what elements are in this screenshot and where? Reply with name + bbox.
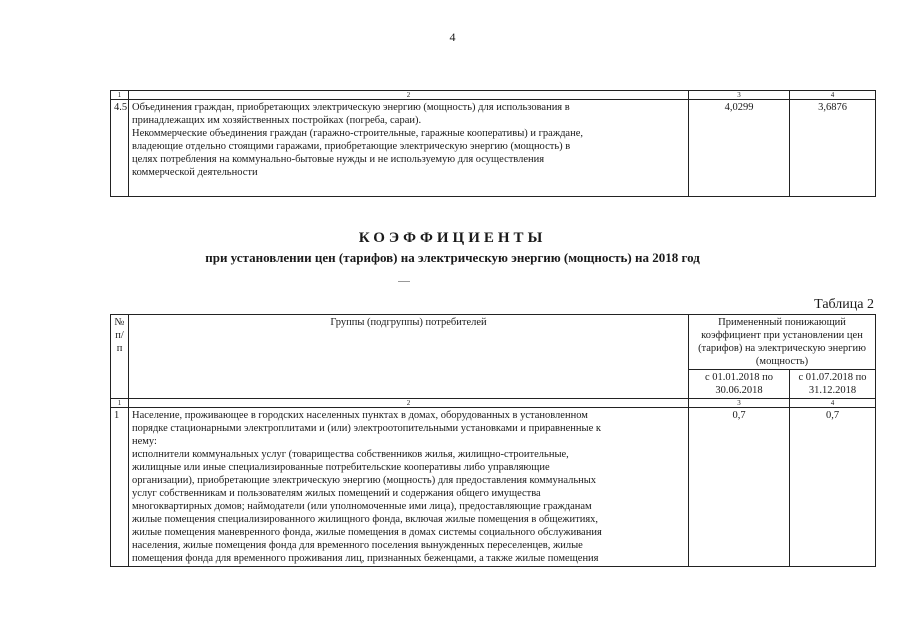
- coef-value-1: 0,7: [689, 408, 790, 567]
- header-coefficient: Примененный понижающий коэффициент при установлении цен (тарифов) на электрическую энергию (мощность): [689, 315, 876, 370]
- text-line: порядке стационарными электроплитами и (или) электроотопительными установками и приравненные к: [132, 423, 601, 434]
- text-line: владеющие отдельно стоящими гаражами, приобретающие электрическую энергию (мощность) в: [132, 141, 571, 152]
- coef-value-2: 3,6876: [790, 100, 876, 197]
- text-line: Некоммерческие объединения граждан (гаражно-строительные, гаражные кооперативы) и граждане,: [132, 128, 583, 139]
- header-period-2: с 01.07.2018 по 31.12.2018: [790, 370, 876, 399]
- column-number: 3: [689, 399, 790, 408]
- coef-value-2: 0,7: [790, 408, 876, 567]
- text-line: нему:: [132, 436, 157, 447]
- column-number: 2: [129, 399, 689, 408]
- text-line: жилые помещения маневренного фонда, жилые помещения в домах системы социального обслуживания: [132, 527, 602, 538]
- coef-value-1: 4,0299: [689, 100, 790, 197]
- column-number: 3: [689, 91, 790, 100]
- header-groups: Группы (подгруппы) потребителей: [129, 315, 689, 399]
- text-line: многоквартирных домов; наймодатели (или уполномоченные ими лица), предоставляющие гражданам: [132, 501, 592, 512]
- text-line: Население, проживающее в городских населенных пунктах в домах, оборудованных в установленном: [132, 410, 588, 421]
- row-number: 4.5: [111, 100, 129, 197]
- text-line: исполнители коммунальных услуг (товарищества собственников жилья, жилищно-строительные,: [132, 449, 569, 460]
- header-period-1: с 01.01.2018 по 30.06.2018: [689, 370, 790, 399]
- column-number: 1: [111, 399, 129, 408]
- page-number: 4: [449, 30, 456, 44]
- coefficients-table: [110, 314, 876, 567]
- text-line: принадлежащих им хозяйственных постройках (погреба, сараи).: [132, 115, 422, 126]
- column-number: 2: [129, 91, 689, 100]
- table-continuation: [110, 90, 876, 197]
- text-line: коммерческой деятельности: [132, 167, 258, 178]
- document-title: КОЭФФИЦИЕНТЫ: [358, 230, 547, 246]
- column-number: 4: [790, 399, 876, 408]
- table-row: [111, 100, 876, 197]
- text-line: организации), приобретающие электрическую энергию (мощность) для предоставления коммунальных: [132, 475, 597, 486]
- divider: [398, 281, 410, 282]
- header-row: [111, 315, 876, 370]
- column-number-row: [111, 91, 876, 100]
- document-subtitle: при установлении цен (тарифов) на электрическую энергию (мощность) на 2018 год: [205, 250, 700, 265]
- text-line: жилищные или иные специализированные потребительские кооперативы либо управляющие: [132, 462, 550, 473]
- text-line: услуг собственникам и пользователям жилых помещений и содержания общего имущества: [132, 488, 541, 499]
- text-line: помещения фонда для временного проживания лиц, признанных беженцами, а также жилые помещения: [132, 553, 599, 564]
- row-description: [129, 100, 689, 197]
- text-line: Объединения граждан, приобретающих электрическую энергию (мощность) для использования в: [132, 102, 570, 113]
- row-number: 1: [111, 408, 129, 567]
- column-number: 1: [111, 91, 129, 100]
- row-description: [129, 408, 689, 567]
- text-line: населения, жилые помещения фонда для временного поселения вынужденных переселенцев, жилые: [132, 540, 583, 551]
- text-line: целях потребления на коммунально-бытовые нужды и не используемую для осуществления: [132, 154, 545, 165]
- header-num: № п/п: [111, 315, 129, 399]
- text-line: жилые помещения специализированного жилищного фонда, включая жилые помещения в общежитиях,: [132, 514, 599, 525]
- column-number: 4: [790, 91, 876, 100]
- table-label: Таблица 2: [814, 297, 874, 312]
- table-row: [111, 408, 876, 567]
- column-number-row: [111, 399, 876, 408]
